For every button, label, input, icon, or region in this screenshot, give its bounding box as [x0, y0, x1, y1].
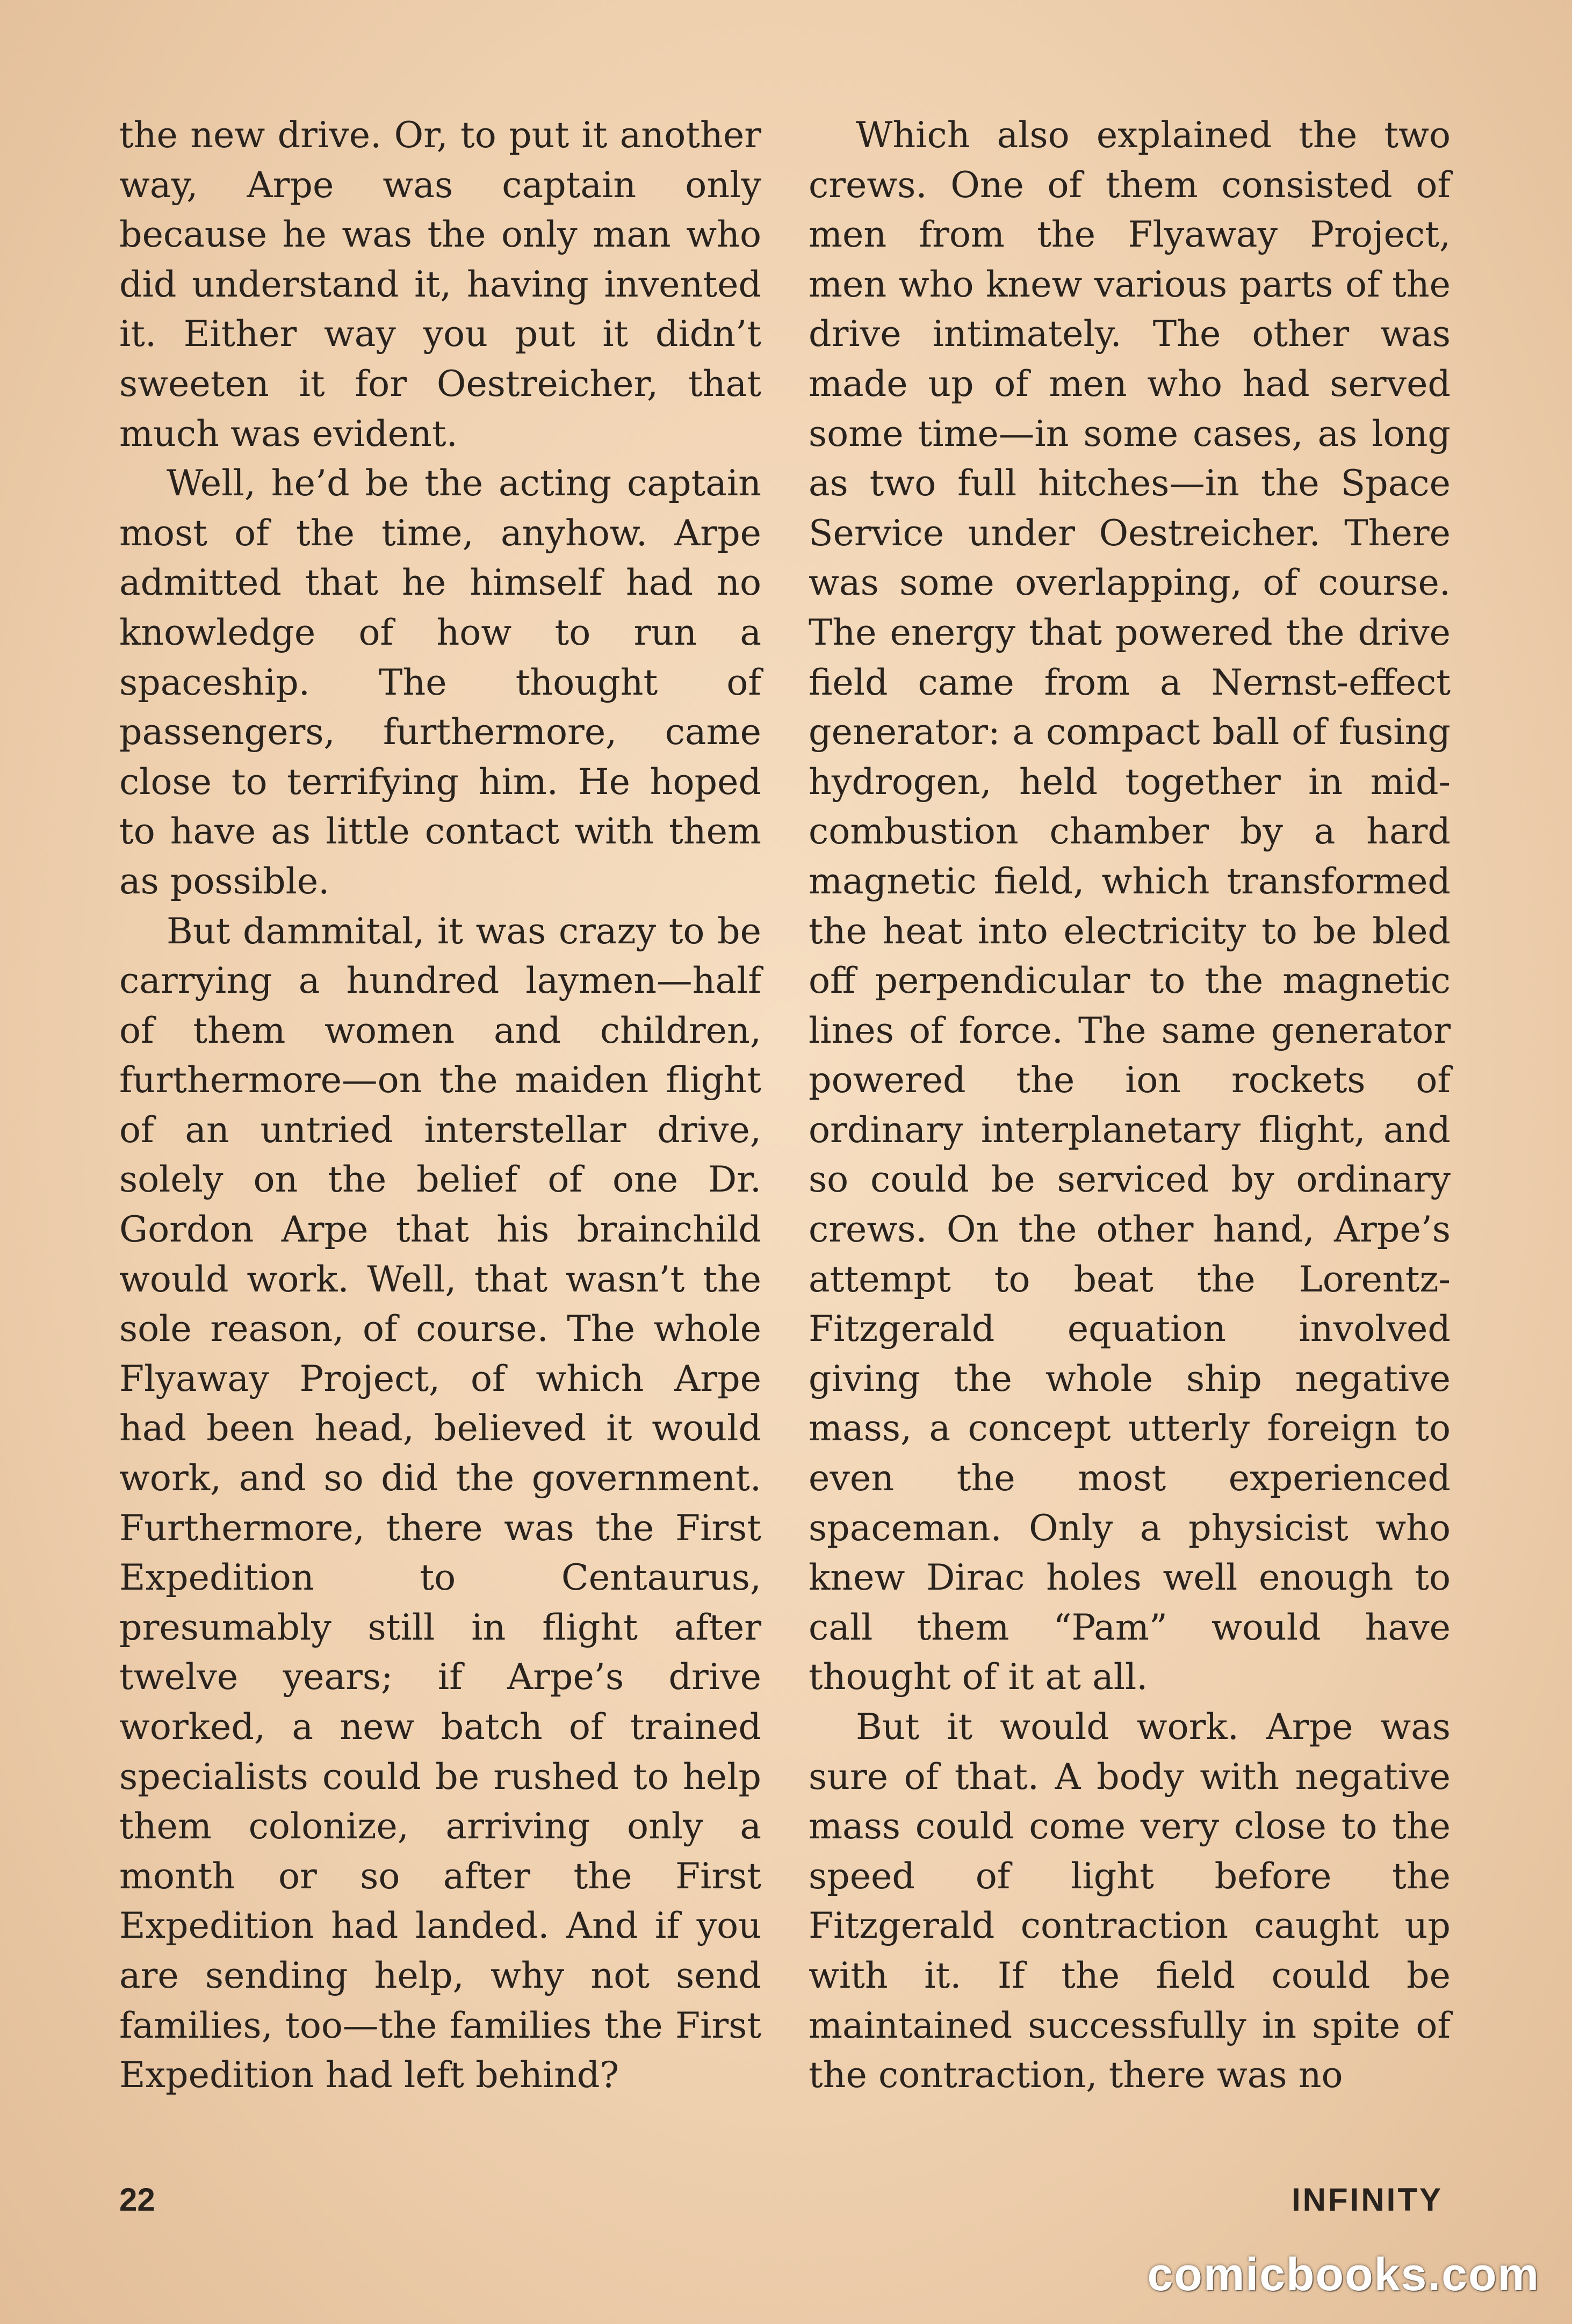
- page-number: 22: [119, 2182, 155, 2218]
- paragraph: the new drive. Or, to put it another way, Arpe was captain only because he was the only man who did understand it, having invented it. Either way you put it didn’t sweeten it for Oestreicher, that much was evident.: [119, 114, 761, 454]
- paragraph: Which also explained the two crews. One of them consisted of men from the Flyaway Project, men who knew various parts of the drive intimately. The other was made up of men who had served some time—in some cases, as long as two full hitches—in the Space Service under Oestreicher. There was some overlapping, of course. The energy that powered the drive field came from a Nernst-effect generator: a compact ball of fusing hydrogen, held together in mid-combustion chamber by a hard magnetic field, which transformed the heat into electricity to be bled off perpendicular to the magnetic lines of force. The same generator powered the ion rockets of ordinary interplanetary flight, and so could be serviced by ordinary crews. On the other hand, Arpe’s attempt to beat the Lorentz-Fitzgerald equation involved giving the whole ship negative mass, a concept utterly foreign to even the most experienced spaceman. Only a physicist who knew Dirac holes well enough to call them “Pam” would have thought of it at all.: [809, 114, 1451, 1698]
- watermark: comicbooks.com: [1147, 2249, 1540, 2300]
- right-column: [809, 110, 1451, 2100]
- paragraph: Well, he’d be the acting captain most of the time, anyhow. Arpe admitted that he himself had no knowledge of how to run a spaceship. The thought of passengers, furthermore, came close to terrifying him. He hoped to have as little contact with them as possible.: [119, 462, 761, 902]
- paragraph: But dammital, it was crazy to be carrying a hundred laymen—half of them women and children, furthermore—on the maiden flight of an untried interstellar drive, solely on the belief of one Dr. Gordon Arpe that his brainchild would work. Well, that wasn’t the sole reason, of course. The whole Flyaway Project, of which Arpe had been head, believed it would work, and so did the government. Furthermore, there was the First Expedition to Centaurus, presumably still in flight after twelve years; if Arpe’s drive worked, a new batch of trained specialists could be rushed to help them colonize, arriving only a month or so after the First Expedition had landed. And if you are sending help, why not send families, too—the families the First Expedition had left behind?: [119, 910, 761, 2096]
- paragraph: But it would work. Arpe was sure of that. A body with negative mass could come very close to the speed of light before the Fitzgerald contraction caught up with it. If the field could be maintained successfully in spite of the contraction, there was no: [809, 1706, 1451, 2096]
- left-column: [119, 110, 761, 2100]
- magazine-name: INFINITY: [1292, 2182, 1443, 2218]
